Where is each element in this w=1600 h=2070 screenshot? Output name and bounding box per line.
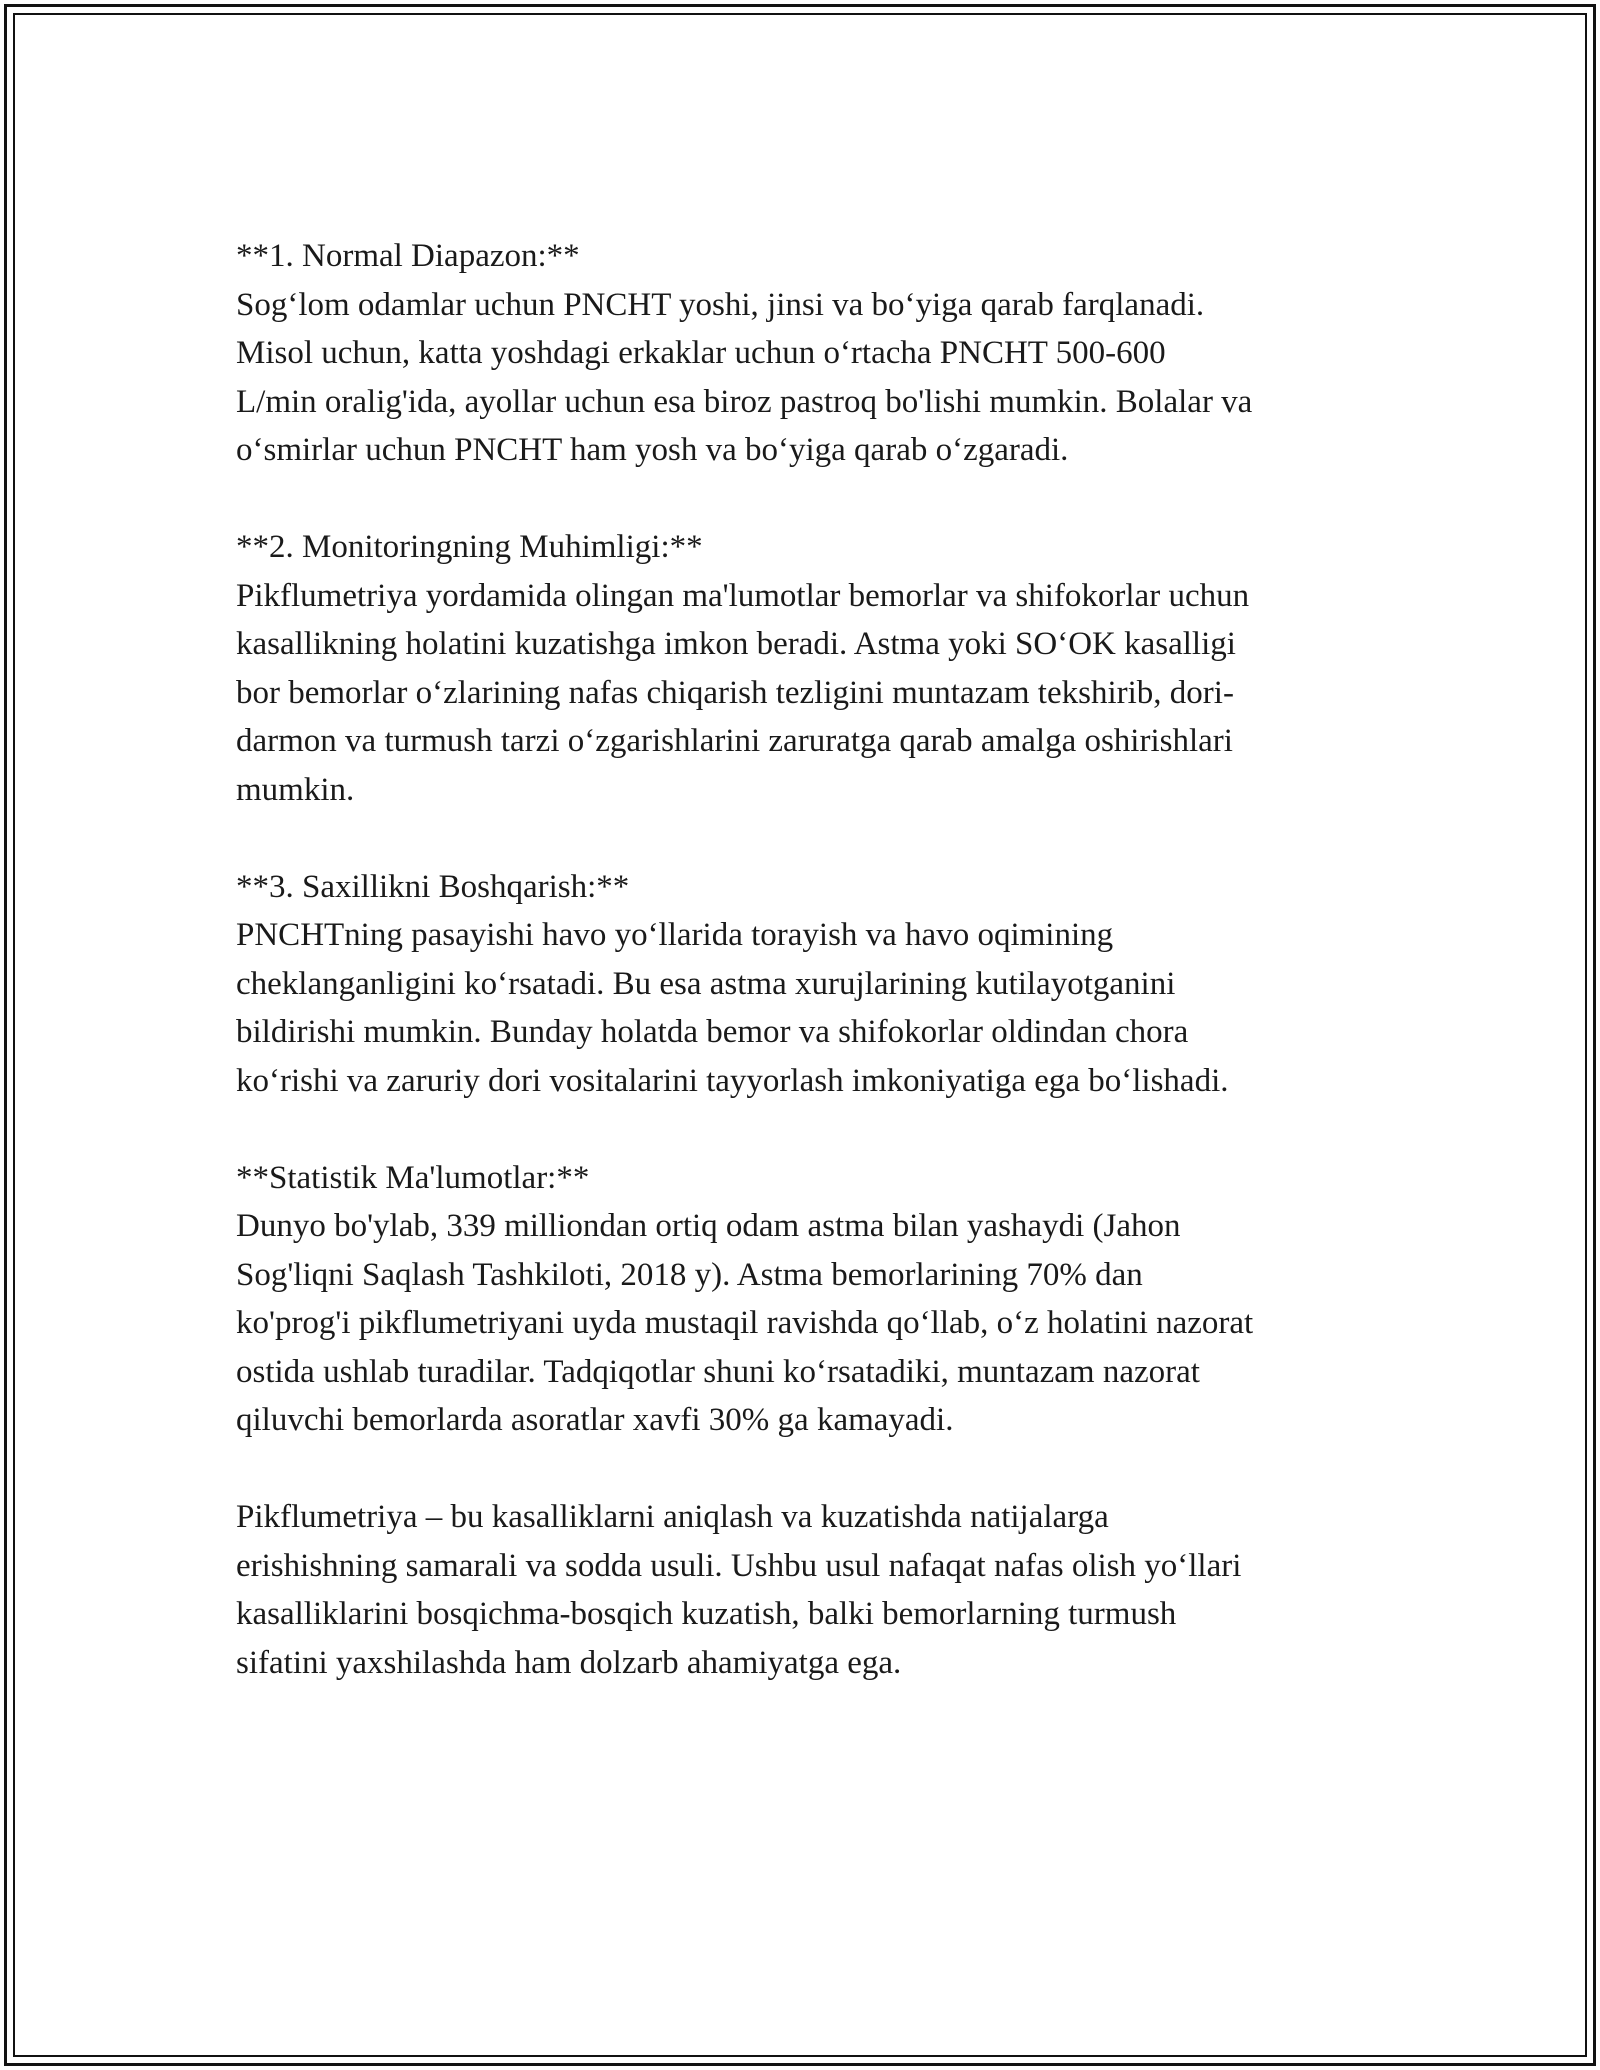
- document-body: [236, 232, 1376, 1736]
- statistics-heading: **Statistik Ma'lumotlar:**: [236, 1159, 590, 1196]
- text-line: Dunyo bo'ylab, 339 milliondan ortiq odam astma bilan yashaydi (Jahon: [236, 1208, 1181, 1244]
- section-statistics: [236, 1154, 1376, 1445]
- text-line: Pikflumetriya yordamida olingan ma'lumotlar bemorlar va shifokorlar uchun: [236, 577, 1250, 614]
- section-conclusion: [236, 1493, 1376, 1687]
- text-line: ko'prog'i pikflumetriyani uyda mustaqil ravishda qo‘llab, o‘z holatini nazorat: [236, 1305, 1254, 1341]
- section-paragraph: [236, 281, 1376, 475]
- text-line: darmon va turmush tarzi o‘zgarishlarini zaruratga qarab amalga oshirishlari: [236, 723, 1233, 759]
- text-line: mumkin.: [236, 771, 355, 808]
- text-line: o‘smirlar uchun PNCHT ham yosh va bo‘yiga qarab o‘zgaradi.: [236, 432, 1069, 468]
- section-heading: **1. Normal Diapazon:**: [236, 238, 580, 274]
- text-line: erishishning samarali va sodda usuli. Ushbu usul nafaqat nafas olish yo‘llari: [236, 1547, 1242, 1584]
- text-line: Misol uchun, katta yoshdagi erkaklar uchun o‘rtacha PNCHT 500-600: [236, 335, 1166, 371]
- text-line: Pikflumetriya – bu kasalliklarni aniqlash va kuzatishda natijalarga: [236, 1499, 1109, 1535]
- text-line: bildirishi mumkin. Bunday holatda bemor va shifokorlar oldindan chora: [236, 1014, 1189, 1050]
- text-line: PNCHTning pasayishi havo yo‘llarida torayish va havo oqimining: [236, 917, 1114, 953]
- section-normal-range: [236, 232, 1376, 475]
- text-line: kasallikning holatini kuzatishga imkon beradi. Astma yoki SO‘OK kasalligi: [236, 626, 1236, 662]
- section-monitoring: [236, 523, 1376, 814]
- text-line: ko‘rishi va zaruriy dori vositalarini tayyorlash imkoniyatiga ega bo‘lishadi.: [236, 1062, 1229, 1099]
- section-heading: **2. Monitoringning Muhimligi:**: [236, 529, 703, 565]
- section-management: [236, 863, 1376, 1106]
- section-heading: **3. Saxillikni Boshqarish:**: [236, 868, 630, 905]
- text-line: sifatini yaxshilashda ham dolzarb ahamiyatga ega.: [236, 1644, 902, 1681]
- conclusion-paragraph: [236, 1493, 1376, 1687]
- text-line: Sog'liqni Saqlash Tashkiloti, 2018 y). Astma bemorlarining 70% dan: [236, 1256, 1143, 1293]
- section-paragraph: [236, 572, 1376, 815]
- text-line: qiluvchi bemorlarda asoratlar xavfi 30% ga kamayadi.: [236, 1402, 954, 1438]
- text-line: Sog‘lom odamlar uchun PNCHT yoshi, jinsi va bo‘yiga qarab farqlanadi.: [236, 286, 1205, 323]
- text-line: cheklanganligini ko‘rsatadi. Bu esa astma xurujlarining kutilayotganini: [236, 965, 1176, 1002]
- statistics-paragraph: [236, 1202, 1376, 1445]
- text-line: L/min oralig'ida, ayollar uchun esa biroz pastroq bo'lishi mumkin. Bolalar va: [236, 383, 1253, 420]
- text-line: bor bemorlar o‘zlarining nafas chiqarish tezligini muntazam tekshirib, dori-: [236, 674, 1234, 711]
- text-line: kasalliklarini bosqichma-bosqich kuzatish, balki bemorlarning turmush: [236, 1596, 1177, 1632]
- section-paragraph: [236, 911, 1376, 1105]
- text-line: ostida ushlab turadilar. Tadqiqotlar shuni ko‘rsatadiki, muntazam nazorat: [236, 1353, 1200, 1390]
